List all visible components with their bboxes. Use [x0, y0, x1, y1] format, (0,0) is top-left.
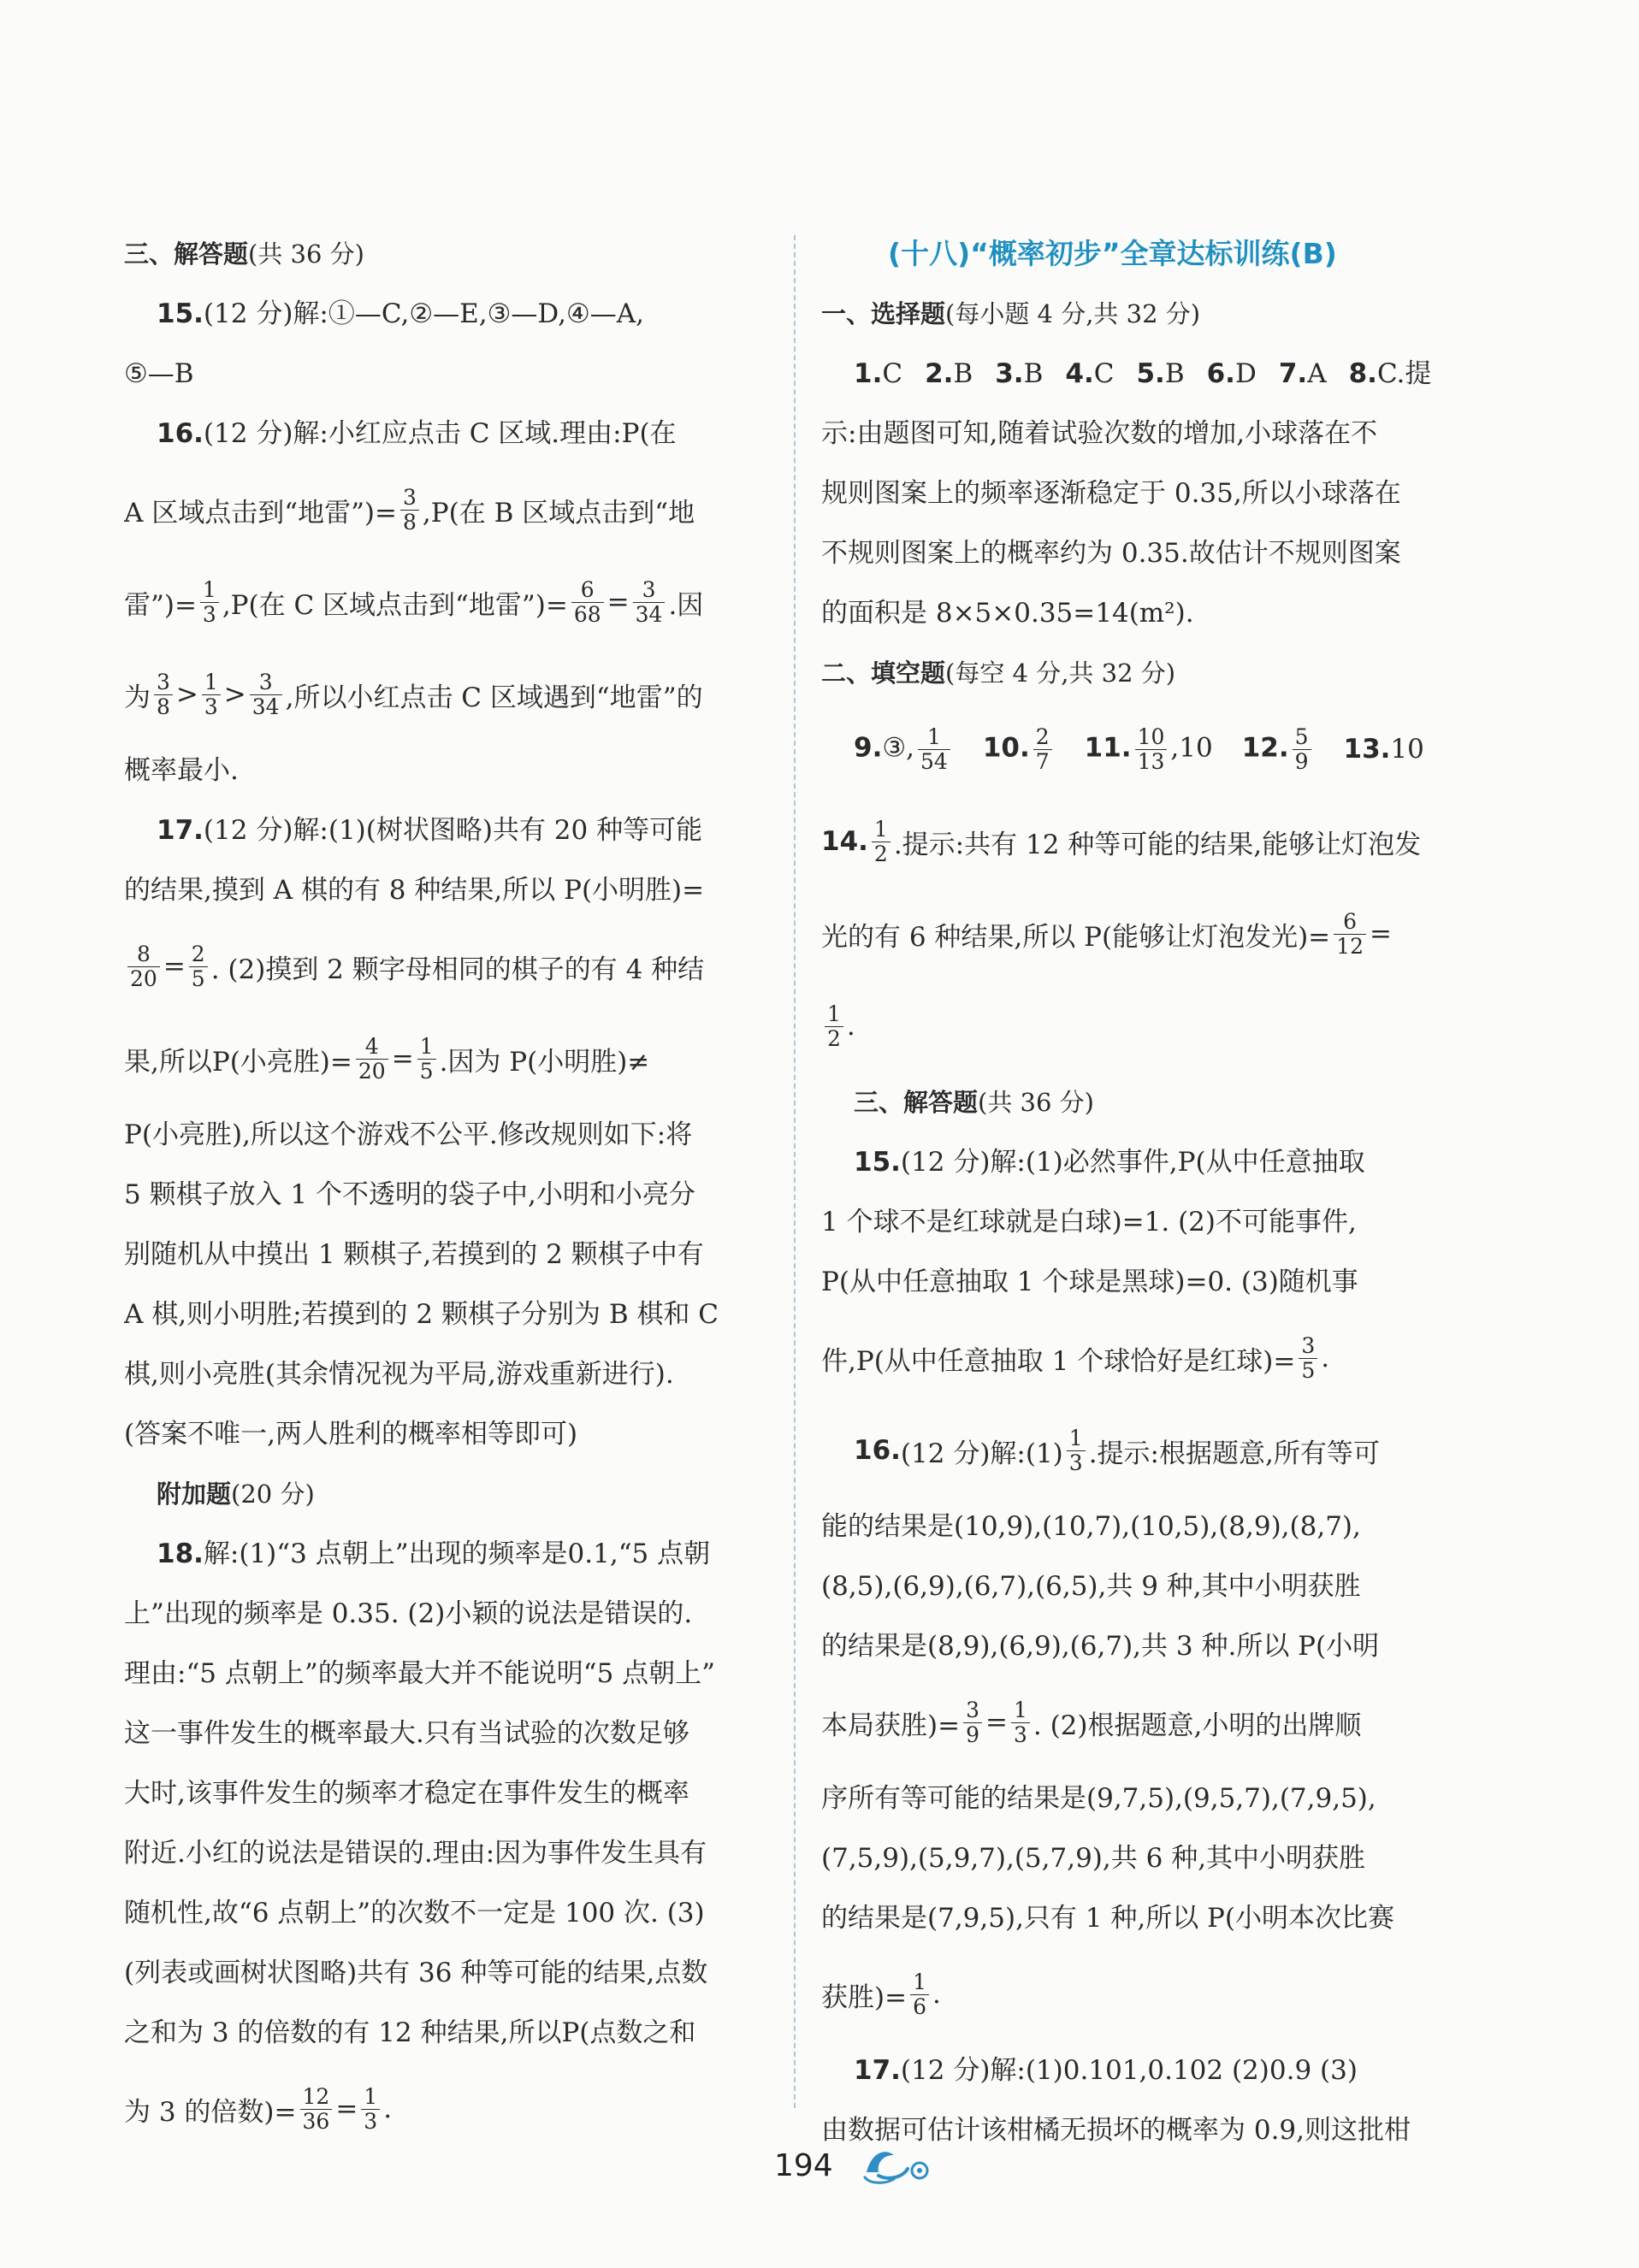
fraction: $\frac{3}{5}$	[1299, 1334, 1317, 1382]
mc-answer: 5.B	[1136, 358, 1185, 389]
answer-line: 棋,则小亮胜(其余情况视为平局,游戏重新进行).	[124, 1359, 674, 1390]
section-heading: 三、解答题(共 36 分)	[124, 239, 364, 269]
fraction: $\frac{3}{8}$	[400, 486, 419, 534]
fraction: $\frac{1}{2}$	[825, 1002, 843, 1050]
fraction: $\frac{1}{3}$	[361, 2085, 380, 2133]
question-number: 16.	[157, 418, 204, 449]
fill-answer: 10. $\frac{2}{7}$	[983, 725, 1056, 773]
page-ornament	[860, 2143, 941, 2189]
answer-line: 不规则图案上的概率约为 0.35.故估计不规则图案	[821, 538, 1401, 569]
mc-answer: 8.C.提	[1348, 358, 1432, 389]
answer-line: 规则图案上的频率逐渐稳定于 0.35,所以小球落在	[821, 478, 1401, 509]
fraction: $\frac{3}{8}$	[154, 670, 173, 718]
mc-answer: 3.B	[995, 358, 1044, 389]
answer-line: 光的有 6 种结果,所以 P(能够让灯泡发光)= $\frac{6}{12}$ =	[821, 909, 1392, 959]
fraction: $\frac{8}{20}$	[127, 942, 160, 990]
fraction: $\frac{1}{3}$	[202, 670, 221, 718]
answer-line: 上”出现的频率是 0.35. (2)小颖的说法是错误的.	[124, 1598, 693, 1629]
fraction: $\frac{4}{20}$	[356, 1035, 388, 1083]
answer-line: 概率最小.	[124, 755, 239, 786]
answer-line: $\frac{1}{2}$ .	[821, 980, 1456, 1072]
answer-line: 5 颗棋子放入 1 个不透明的袋子中,小明和小亮分	[124, 1179, 695, 1210]
answer-line: 的面积是 8×5×0.35=14(m²).	[821, 598, 1194, 629]
answer-line: 18.解:(1)“3 点朝上”出现的频率是0.1,“5 点朝	[157, 1539, 711, 1569]
question-number: 17.	[157, 815, 204, 846]
fraction: $\frac{6}{68}$	[571, 578, 604, 626]
answer-line: $\frac{8}{20}$ = $\frac{2}{5}$ . (2)摸到 2 颗字母相同的棋子的有 4 种结	[124, 920, 770, 1013]
fraction: $\frac{5}{9}$	[1293, 725, 1311, 773]
answer-line: 为 3 的倍数)= $\frac{12}{36}$ = $\frac{1}{3}$ .	[124, 2084, 393, 2134]
section-heading: 一、选择题(每小题 4 分,共 32 分)	[821, 299, 1201, 328]
mc-answer: 7.A	[1278, 358, 1327, 389]
fraction: $\frac{12}{36}$	[300, 2085, 333, 2133]
question-number: 17.	[854, 2055, 901, 2086]
column-divider	[794, 235, 796, 2108]
fraction: $\frac{6}{12}$	[1334, 910, 1366, 958]
answer-line: 件,P(从中任意抽取 1 个球恰好是红球)= $\frac{3}{5}$ .	[821, 1333, 1330, 1383]
fraction: $\frac{3}{9}$	[963, 1698, 982, 1746]
answer-line: 序所有等可能的结果是(9,7,5),(9,5,7),(7,9,5),	[821, 1783, 1376, 1814]
fraction: $\frac{1}{3}$	[1011, 1698, 1030, 1746]
fraction: $\frac{2}{5}$	[189, 942, 208, 990]
answer-line: 别随机从中摸出 1 颗棋子,若摸到的 2 颗棋子中有	[124, 1239, 704, 1270]
fraction: $\frac{10}{13}$	[1135, 725, 1168, 773]
answer-line: 15.(12 分)解:①—C,②—E,③—D,④—A,	[157, 298, 645, 329]
answer-line: (8,5),(6,9),(6,7),(6,5),共 9 种,其中小明获胜	[821, 1571, 1361, 1602]
fill-answers	[821, 703, 1456, 795]
answer-line: 16. (12 分)解:(1) $\frac{1}{3}$ .提示:根据题意,所有等可	[854, 1426, 1380, 1475]
question-number: 16.	[854, 1435, 901, 1466]
answer-line: 大时,该事件发生的频率才稳定在事件发生的概率	[124, 1778, 689, 1809]
fill-answer: 12. $\frac{5}{9}$	[1242, 725, 1315, 773]
answer-line: 的结果是(7,9,5),只有 1 种,所以 P(小明本次比赛	[821, 1903, 1395, 1934]
page-number: 194	[774, 2148, 833, 2183]
answer-line: 随机性,故“6 点朝上”的次数不一定是 100 次. (3)	[124, 1898, 705, 1928]
answer-line: A 棋,则小明胜;若摸到的 2 颗棋子分别为 B 棋和 C	[124, 1299, 719, 1330]
section-heading: 二、填空题(每空 4 分,共 32 分)	[821, 659, 1176, 688]
answer-line: 能的结果是(10,9),(10,7),(10,5),(8,9),(8,7),	[821, 1511, 1361, 1542]
answer-line: 17.(12 分)解:(1)0.101,0.102 (2)0.9 (3)	[854, 2055, 1358, 2086]
answer-line: 16.(12 分)解:小红应点击 C 区域.理由:P(在	[157, 418, 677, 449]
answer-line: P(小亮胜),所以这个游戏不公平.修改规则如下:将	[124, 1119, 693, 1150]
answer-line: A 区域点击到“地雷”)= $\frac{3}{8}$ ,P(在 B 区域点击到“地	[124, 485, 695, 535]
answer-line: 示:由题图可知,随着试验次数的增加,小球落在不	[821, 418, 1378, 449]
answer-line: 由数据可估计该柑橘无损坏的概率为 0.9,则这批柑	[821, 2115, 1411, 2146]
fraction: $\frac{1}{2}$	[872, 818, 891, 865]
answer-line: 的结果,摸到 A 棋的有 8 种结果,所以 P(小明胜)=	[124, 875, 705, 906]
fraction: $\frac{1}{6}$	[910, 1970, 929, 2018]
answer-line: 1 个球不是红球就是白球)=1. (2)不可能事件,	[821, 1207, 1357, 1237]
question-number: 14.	[821, 826, 868, 857]
mc-answers	[821, 344, 1456, 404]
left-column	[124, 224, 770, 2155]
fill-answer: 11. $\frac{10}{13}$ ,10	[1084, 724, 1213, 774]
mc-answer: 1.C	[854, 358, 903, 389]
answer-line: 获胜)= $\frac{1}{6}$ .	[821, 1970, 941, 2019]
answer-line: (列表或画树状图略)共有 36 种等可能的结果,点数	[124, 1958, 708, 1988]
answer-line: 15.(12 分)解:(1)必然事件,P(从中任意抽取	[854, 1147, 1365, 1178]
answer-line: 17.(12 分)解:(1)(树状图略)共有 20 种等可能	[157, 815, 703, 846]
answer-line: (7,5,9),(5,9,7),(5,7,9),共 6 种,其中小明获胜	[821, 1843, 1366, 1874]
swirl-ornament-icon	[860, 2143, 941, 2186]
section-heading: 三、解答题(共 36 分)	[854, 1088, 1094, 1117]
question-number: 18.	[157, 1539, 204, 1569]
answer-line: 为 $\frac{3}{8}$ > $\frac{1}{3}$ > $\frac{3}{34}$ ,所以小红点击 C 区域遇到“地雷”的	[124, 670, 703, 719]
answer-line: 理由:“5 点朝上”的频率最大并不能说明“5 点朝上”	[124, 1658, 715, 1689]
answer-line: ⑤—B	[124, 358, 194, 389]
answer-line: 本局获胜)= $\frac{3}{9}$ = $\frac{1}{3}$ . (2)根据题意,小明的出牌顺	[821, 1698, 1362, 1747]
question-number: 15.	[157, 298, 204, 329]
right-column	[821, 224, 1456, 2160]
fraction: $\frac{2}{7}$	[1033, 725, 1052, 773]
fill-answer: 9.③, $\frac{1}{54}$	[854, 725, 954, 773]
question-number: 15.	[854, 1147, 901, 1178]
fraction: $\frac{1}{54}$	[918, 725, 950, 773]
fraction: $\frac{3}{34}$	[250, 670, 282, 718]
answer-line: 的结果是(8,9),(6,9),(6,7),共 3 种.所以 P(小明	[821, 1631, 1380, 1662]
answer-line: P(从中任意抽取 1 个球是黑球)=0. (3)随机事	[821, 1267, 1358, 1297]
answer-line: 这一事件发生的概率最大.只有当试验的次数足够	[124, 1718, 689, 1749]
answer-line: 14. $\frac{1}{2}$ .提示:共有 12 种等可能的结果,能够让灯泡发	[821, 817, 1422, 866]
section-heading: 附加题(20 分)	[157, 1480, 315, 1509]
answer-line: 果,所以P(小亮胜)= $\frac{4}{20}$ = $\frac{1}{5}$ .因为 P(小明胜)≠	[124, 1034, 650, 1084]
chapter-title: (十八)“概率初步”全章达标训练(B)	[888, 237, 1337, 270]
answer-line: 附近.小红的说法是错误的.理由:因为事件发生具有	[124, 1838, 707, 1869]
fill-answer: 13.10	[1343, 734, 1424, 765]
mc-answer: 2.B	[925, 358, 973, 389]
fraction: $\frac{1}{3}$	[200, 578, 219, 626]
answer-line: 雷”)= $\frac{1}{3}$ ,P(在 C 区域点击到“地雷”)= $\frac{6}{68}$ = $\frac{3}{34}$ .因	[124, 577, 704, 627]
fraction: $\frac{1}{5}$	[417, 1035, 436, 1083]
answer-line: 之和为 3 的倍数的有 12 种结果,所以P(点数之和	[124, 2017, 696, 2048]
mc-answer: 6.D	[1206, 358, 1257, 389]
answer-line: (答案不唯一,两人胜利的概率相等即可)	[124, 1419, 578, 1450]
fraction: $\frac{3}{34}$	[633, 578, 666, 626]
mc-answer: 4.C	[1065, 358, 1115, 389]
fraction: $\frac{1}{3}$	[1067, 1426, 1086, 1474]
